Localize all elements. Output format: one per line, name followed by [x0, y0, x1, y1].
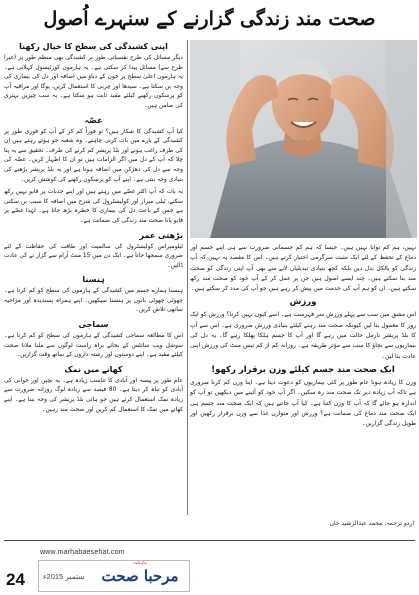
paragraph: دیگر مسائل کی طرح نفسیاتی طور پر کشیدگی بھی منظم طور پر (غیرا طرح سے) مسائل پیدا کر سکتی ہے۔ یہ ہارمون کورٹیسول کہلاتی ہے۔ یہ ہارمون اعلیٰ سطح پر خون کے دباؤ میں اضافہ اور دل کی بیماری کی وجہ بن سکتا ہے۔ سیدھا اور چربی کا استعمال کریں، یوگا اور مراقبہ آپ کو پرسکون رکھنے کیلئے مفید ثابت ہو سکتا ہے۔ یہ سب چیزیں بہتری کی ضامن ہیں۔ — [4, 55, 183, 109]
section-heading: ایک صحت مند جسم کیلئے وزن برقرار رکھو! — [211, 364, 395, 375]
paragraph: نہیں، ہم کم توانا نہیں ہیں۔ جیسا کہ ہم کم جسمانی ضرورت سے ہی اپنے جسم اور دماغ کے تحفظ کے لئے ایک مثبت سرگرمی اختیار کرتے ہیں۔ اس کا مقصد یہ نہیں کہ آپ زندگی کو بالکل بدل دیں بلکہ کچھ بنیادی تبدیلیاں لانے سے بھی آپ اپنی زندگی کو صحت مند بنا سکتے ہیں۔ چند ایسے اصول ہیں جن پر عمل کر کے آپ خود کو صحت مند رکھ سکتے ہیں۔ ان کو ہم آپ کی خدمت میں پیش کر رہے ہیں جو آپ کی مدد کر سکتے ہیں۔ — [190, 244, 416, 293]
website-url[interactable]: www.marhabaesehat.com — [40, 549, 125, 556]
page-number: 24 — [6, 570, 25, 589]
footer-divider — [4, 540, 415, 541]
column-divider — [187, 40, 188, 515]
section-heading: ہنسنا — [82, 275, 105, 285]
section-heading: ورزش — [289, 297, 317, 308]
paragraph: ٹیلومیراس کولیسٹرول کی سالمیت اور طاقت کی حفاظت کے لئے ضروری سمجھا جاتا ہے۔ ایک دن میں 15 منٹ آرام سے گزار نے کی عادت ڈالیں۔ — [4, 243, 183, 269]
paragraph: وزن کا زیادہ ہونا عام طور پر کئی بیماریوں کو دعوت دیتا ہے۔ اپنا وزن کم کرنا ضروری ہے تاکہ آپ زیادہ دیر تک صحت مند رہ سکیں۔ اگر آپ خود کو آئینے میں دیکھیں تو آپ کو اندازہ ہو جائے گا کہ آپ کا وزن کتنا ہے۔ کیا آپ جانتے ہیں کہ ایک صحت مند جسم ہی ایک صحت مند دماغ کی ضمانت ہے؟ ورزش اور متوازن غذا سے وزن برقرار رکھیں اور طویل زندگی گزاریں۔ — [190, 378, 416, 428]
paragraph: اس کا مطالعہ سماجی کشیدگی کے ہارمون کی سطح کو کم کرتا ہے۔ سوشل ویب سائٹس کے بجائے براہ راست لوگوں سے ملنا ملانا صحت کیلئے مفید ہے۔ اپنے دوستوں اور رشتہ داروں کے ساتھ وقت گزاریں۔ — [4, 333, 183, 359]
page-footer — [0, 540, 419, 595]
magazine-masthead — [38, 560, 190, 592]
paragraph: ہنسنا ہمارے جسم میں کشیدگی کے ہارمون کی سطح کو کم کرتا ہے۔ چھوٹی چھوٹی باتوں پر ہنسنا سیکھیں۔ اپنے ہمراہ پسندیدہ اور مزاحیہ ساتھی تلاش کریں۔ — [4, 288, 183, 314]
paragraph: عام طور پر پیسہ اور آبادی کا تناسب زیادہ ہے۔ یہ بچپن اور جوانی کی آبادی کو تباہ کر دیتا ہے۔ 80 فیصد سے زیادہ لوگ روزانہ ضرورت سے زیادہ نمک استعمال کرتے ہیں جو ہائی بلڈ پریشر کی وجہ بنتا ہے۔ اپنے کھانے میں نمک کا استعمال کم کریں اور صحت مند رہیں۔ — [4, 377, 183, 413]
paragraph: اس مشق میں سب سے پہلے ورزش سر فہرست ہے۔ اسے کیوں نہیں کرتا؟ ورزش کو ایک روز کا معمول بنا لیں کیونکہ صحت مند رہنے کیلئے بنیادی ورزش ضروری ہے۔ اس سے آپ کا بلڈ پریشر نارمل حالت میں رہے گا اور آپ کا جسم ہلکا پھلکا رہے گا۔ یہ دل کی بیماریوں سے بچاؤ کا سب سے مؤثر طریقہ ہے۔ روزانہ کم از کم تیس منٹ کی ورزش اپنی عادت بنا لیں۔ — [190, 311, 416, 360]
magazine-tag: ماہنامہ — [132, 561, 148, 566]
section-heading: سماجی — [78, 320, 109, 330]
paragraph: یہ بات کہ آپ اکثر غصّے میں رہتے ہیں اور اپنے جذبات پر قابو نہیں رکھ سکتے، ٹیلی میراز اور کولیسٹرول کی شرح میں اضافہ کا سبب بن سکتی ہے جس کے باعث دل کی بیماری کا خطرہ بڑھ جاتا ہے۔ لہٰذا غصّے پر قابو پانا صحت مند زندگی کی ضمانت ہے۔ — [4, 189, 183, 224]
issue-date: ستمبر 2015ء — [43, 572, 85, 581]
article-title: صحت مند زندگی گزارنے کے سنہرے اُصول — [43, 8, 376, 30]
section-heading: بڑھتی عمر — [139, 230, 183, 240]
magazine-logo: مرحبا صحت — [101, 567, 179, 585]
article-byline: اردو ترجمہ: محمد عبدالرشید خان — [329, 520, 414, 527]
left-column — [4, 40, 183, 538]
section-heading: اپنی کشیدگی کی سطح کا خیال رکھنا — [19, 42, 168, 51]
section-heading: غصّہ — [84, 115, 103, 125]
right-column — [190, 243, 416, 515]
section-heading: کھانے میں نمک — [64, 364, 123, 374]
paragraph: کیا آپ کشیدگی کا شکار ہیں؟ تو فوراً کم کر کے آپ کو فوری طور پر کشیدگی کے بارے میں بات کرنی چاہئے۔ وہ شعبہ جو ہوتے رہتے ہیں ان کی طرف راغب ہونے اور بلڈ پریشر کم کرنے کی طرف۔ تحقیق سے یہ پتا چلا کہ آپ کے دل میں اگر الزامات ہیں تو ان کا اظہار کریں۔ غصّہ کی وجہ سے دل کی دھڑکن میں اضافہ ہوتا ہے اور یہ بلڈ پریشر بڑھنے کی بنیادی وجہ بنتی ہے۔ اپنے آپ کو پرسکون رکھنے کی کوشش کریں۔ — [4, 128, 183, 183]
article-photo — [190, 40, 417, 238]
person-stretching-photo-icon — [190, 40, 417, 238]
